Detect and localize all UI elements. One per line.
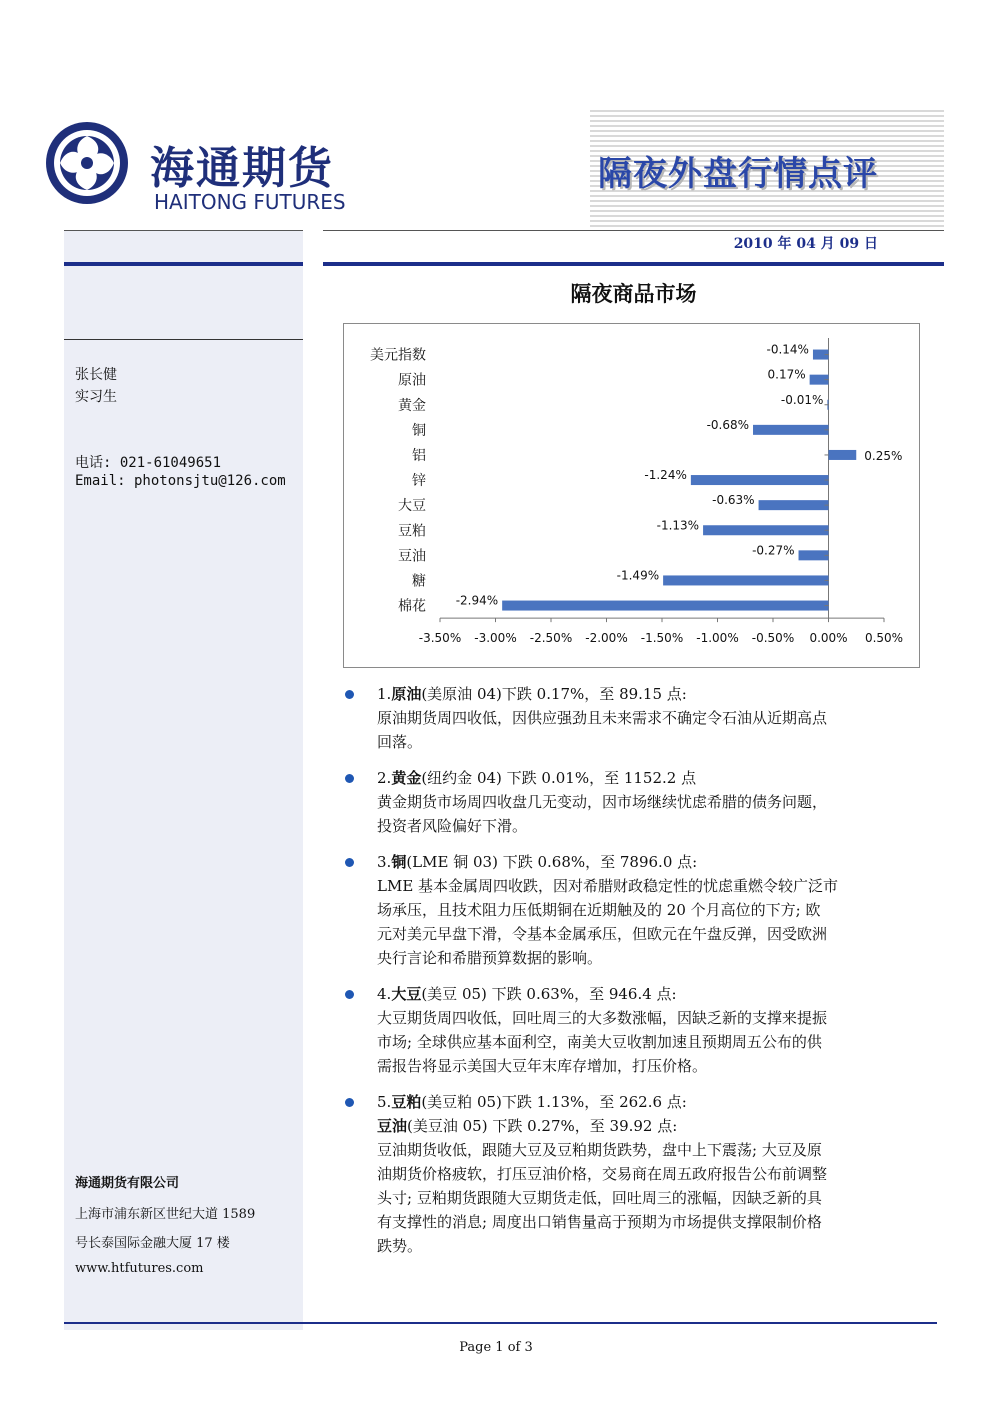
list-item-text: (LME 铜 03) 下跌 0.68%，至 7896.0 点: [406, 853, 698, 871]
list-item-line [377, 1006, 933, 1030]
list-item-line [377, 922, 933, 946]
list-item-text: 油期货价格疲软，打压豆油价格，交易商在周五政府报告公布前调整 [377, 1165, 828, 1183]
author-email: Email: photonsjtu@126.com [75, 473, 286, 489]
list-item [343, 982, 933, 1078]
x-tick-label: -3.50% [418, 631, 462, 646]
list-item-line [377, 706, 933, 730]
chart-bar [663, 575, 828, 585]
chart-svg [344, 324, 921, 669]
list-item-line [377, 790, 933, 814]
category-label: 糖 [412, 573, 426, 590]
report-date: 2010 年 04 月 09 日 [733, 236, 878, 252]
sidebar-divider [64, 339, 303, 340]
category-label: 大豆 [398, 498, 426, 515]
sidebar-top-divider [64, 230, 303, 231]
list-item-text: 1. [377, 685, 392, 703]
chart-bar [799, 550, 829, 560]
page-number: Page 1 of 3 [459, 1340, 533, 1355]
list-item-line [377, 1030, 933, 1054]
list-item-line [377, 1210, 933, 1234]
data-label: -0.68% [706, 417, 750, 432]
list-item [343, 682, 933, 754]
list-item-line [377, 946, 933, 970]
category-label: 棉花 [398, 598, 426, 615]
list-item-line [377, 850, 933, 874]
list-item-line [377, 874, 933, 898]
commodity-name: 豆粕 [391, 1093, 422, 1111]
company-address-line2: 号长泰国际金融大厦 17 楼 [75, 1236, 230, 1251]
commodity-change-chart [343, 323, 920, 668]
list-item-text: (美豆油 05) 下跌 0.27%，至 39.92 点: [407, 1117, 678, 1135]
data-label: 0.25% [864, 448, 903, 463]
chart-bar [759, 500, 829, 510]
commentary-list [343, 682, 933, 1270]
list-item-text: 头寸; 豆粕期货跟随大豆期货走低，回吐周三的涨幅，因缺乏新的具 [377, 1189, 822, 1207]
list-item-line [377, 1186, 933, 1210]
commodity-name: 铜 [391, 853, 407, 871]
x-tick-label: -2.50% [529, 631, 573, 646]
bullet-icon [345, 1098, 354, 1107]
author-role: 实习生 [75, 389, 117, 405]
footer-divider [64, 1322, 937, 1324]
list-item-text: 大豆期货周四收低，回吐周三的大多数涨幅，因缺乏新的支撑来提振 [377, 1009, 828, 1027]
list-item-line [377, 1138, 933, 1162]
category-label: 原油 [398, 372, 426, 389]
commodity-name: 原油 [391, 685, 422, 703]
data-label: -1.13% [656, 518, 700, 533]
chart-bar [691, 475, 829, 485]
list-item-text: 豆油期货收低，跟随大豆及豆粕期货跌势，盘中上下震荡; 大豆及原 [377, 1141, 822, 1159]
list-item-text: 2. [377, 769, 392, 787]
company-website: www.htfutures.com [75, 1261, 204, 1276]
list-item-text: 元对美元早盘下滑，令基本金属承压，但欧元在午盘反弹，因受欧洲 [377, 925, 828, 943]
category-label: 美元指数 [370, 347, 426, 364]
list-item-text: 央行言论和希腊预算数据的影响。 [377, 949, 603, 967]
list-item-text: (美豆 05) 下跌 0.63%，至 946.4 点: [421, 985, 677, 1003]
list-item-text: 场承压，且技术阻力压低期铜在近期触及的 20 个月高位的下方; 欧 [377, 901, 821, 919]
data-label: -1.24% [644, 468, 687, 483]
list-item-line [377, 1234, 933, 1258]
list-item-text: 3. [377, 853, 392, 871]
chart-bar [502, 601, 828, 611]
list-item [343, 850, 933, 970]
logo-english-text: HAITONG FUTURES [154, 190, 346, 214]
list-item-line [377, 898, 933, 922]
company-address-line1: 上海市浦东新区世纪大道 1589 [75, 1207, 256, 1222]
list-item-line [377, 682, 933, 706]
section-title: 隔夜商品市场 [570, 281, 697, 306]
x-tick-label: -2.00% [585, 631, 628, 646]
author-phone: 电话: 021-61049651 [75, 455, 222, 471]
list-item-line [377, 1054, 933, 1078]
bullet-icon [345, 858, 354, 867]
list-item-text: 4. [377, 985, 392, 1003]
list-item-line [377, 1090, 933, 1114]
bullet-icon [345, 990, 354, 999]
list-item-text: 投资者风险偏好下滑。 [377, 817, 528, 835]
company-name: 海通期货有限公司 [75, 1176, 180, 1191]
list-item [343, 1090, 933, 1258]
header-blue-divider [323, 262, 944, 266]
report-title: 隔夜外盘行情点评 [598, 154, 878, 194]
list-item-line [377, 730, 933, 754]
data-label: -0.27% [752, 543, 795, 558]
list-item-line [377, 814, 933, 838]
category-label: 豆油 [398, 548, 426, 565]
chart-bar [829, 450, 857, 460]
category-label: 铝 [412, 447, 426, 464]
list-item-text: 市场; 全球供应基本面利空，南美大豆收割加速且预期周五公布的供 [377, 1033, 822, 1051]
data-label: -2.94% [455, 593, 499, 608]
category-label: 黄金 [398, 397, 426, 414]
list-item-line [377, 1162, 933, 1186]
x-tick-label: 0.00% [809, 631, 848, 646]
category-label: 铜 [412, 422, 426, 439]
category-label: 锌 [412, 473, 426, 490]
x-tick-label: -3.00% [474, 631, 517, 646]
list-item-text: 需报告将显示美国大豆年末库存增加，打压价格。 [377, 1057, 708, 1075]
list-item-text: 回落。 [377, 733, 423, 751]
sidebar-blue-divider [64, 262, 303, 266]
list-item-text: 有支撑性的消息; 周度出口销售量高于预期为市场提供支撑限制价格 [377, 1213, 822, 1231]
data-label: -0.63% [712, 493, 755, 508]
x-tick-label: -1.00% [696, 631, 739, 646]
logo-icon [44, 120, 130, 206]
logo-chinese-text: 海通期货 [150, 143, 334, 194]
data-label: -0.01% [780, 392, 824, 407]
category-label: 豆粕 [398, 523, 426, 540]
x-tick-label: 0.50% [864, 631, 904, 646]
list-item-line [377, 766, 933, 790]
chart-bar [703, 525, 828, 535]
author-name: 张长健 [75, 367, 117, 383]
x-tick-label: -0.50% [751, 631, 795, 646]
list-item-text: LME 基本金属周四收跌，因对希腊财政稳定性的忧虑重燃令较广泛市 [377, 877, 839, 895]
list-item-text: (纽约金 04) 下跌 0.01%，至 1152.2 点 [421, 769, 697, 787]
list-item-text: 原油期货周四收低，因供应强劲且未来需求不确定令石油从近期高点 [377, 709, 828, 727]
list-item-text: (美豆粕 05)下跌 1.13%，至 262.6 点: [421, 1093, 687, 1111]
bullet-icon [345, 774, 354, 783]
list-item [343, 766, 933, 838]
data-label: -1.49% [616, 568, 660, 583]
list-item-line [377, 1114, 933, 1138]
commodity-name: 黄金 [391, 769, 422, 787]
data-label: -0.14% [766, 342, 809, 357]
list-item-text: (美原油 04)下跌 0.17%，至 89.15 点: [421, 685, 687, 703]
x-tick-label: -1.50% [640, 631, 684, 646]
commodity-name: 豆油 [377, 1117, 408, 1135]
list-item-text: 跌势。 [377, 1237, 423, 1255]
list-item-text: 黄金期货市场周四收盘几无变动，因市场继续忧虑希腊的债务问题， [377, 793, 828, 811]
list-item-text: 5. [377, 1093, 392, 1111]
date-top-divider [323, 230, 944, 231]
data-label: 0.17% [767, 367, 806, 382]
chart-bar [753, 425, 828, 435]
bullet-icon [345, 690, 354, 699]
list-item-line [377, 982, 933, 1006]
commodity-name: 大豆 [391, 985, 422, 1003]
